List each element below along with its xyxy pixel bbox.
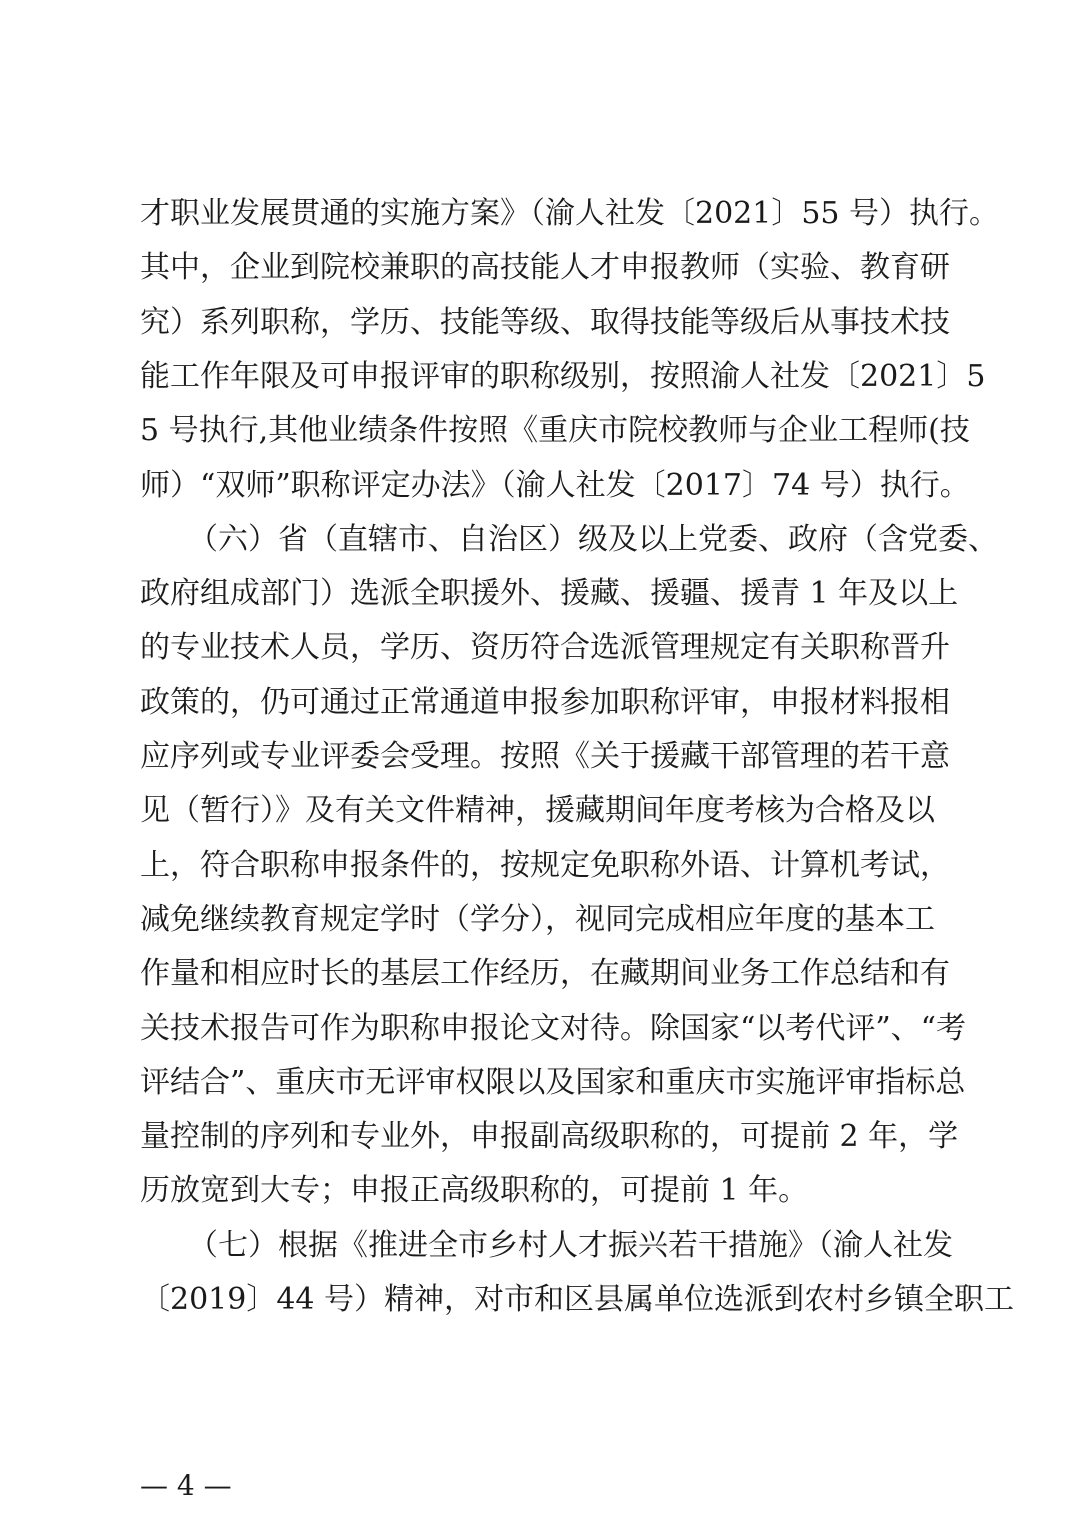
text-line: 师）“双师”职称评定办法》（渝人社发〔2017〕74 号）执行。 bbox=[140, 467, 970, 503]
text-line: 究）系列职称，学历、技能等级、取得技能等级后从事技术技 bbox=[140, 304, 950, 340]
text-line: 上，符合职称申报条件的，按规定免职称外语、计算机考试， bbox=[140, 847, 950, 883]
text-line: 其中，企业到院校兼职的高技能人才申报教师（实验、教育研 bbox=[140, 250, 950, 286]
text-line: 作量和相应时长的基层工作经历，在藏期间业务工作总结和有 bbox=[140, 956, 950, 992]
text-line: 见（暂行）》及有关文件精神，援藏期间年度考核为合格及以 bbox=[140, 793, 935, 829]
text-line: 才职业发展贯通的实施方案》（渝人社发〔2021〕55 号）执行。 bbox=[140, 196, 1000, 231]
text-line: 历放宽到大专；申报正高级职称的，可提前 1 年。 bbox=[140, 1173, 809, 1209]
text-line: （六）省（直辖市、自治区）级及以上党委、政府（含党委、 bbox=[188, 521, 998, 557]
text-line: （七）根据《推进全市乡村人才振兴若干措施》（渝人社发 bbox=[188, 1227, 953, 1263]
text-line: 减免继续教育规定学时（学分），视同完成相应年度的基本工 bbox=[140, 901, 935, 937]
page-number: — 4 — bbox=[140, 1469, 232, 1502]
text-line: 政府组成部门）选派全职援外、援藏、援疆、援青 1 年及以上 bbox=[140, 576, 959, 612]
text-line: 5 号执行,其他业绩条件按照《重庆市院校教师与企业工程师(技 bbox=[140, 413, 970, 449]
text-line: 的专业技术人员，学历、资历符合选派管理规定有关职称晋升 bbox=[140, 630, 950, 666]
text-line: 应序列或专业评委会受理。按照《关于援藏干部管理的若干意 bbox=[140, 739, 950, 774]
text-line: 政策的，仍可通过正常通道申报参加职称评审，申报材料报相 bbox=[140, 684, 950, 720]
text-line: 量控制的序列和专业外，申报副高级职称的，可提前 2 年，学 bbox=[140, 1119, 959, 1155]
text-line: 能工作年限及可申报评审的职称级别，按照渝人社发〔2021〕5 bbox=[140, 358, 986, 394]
text-line: 评结合”、重庆市无评审权限以及国家和重庆市实施评审指标总 bbox=[140, 1064, 966, 1100]
text-line: 关技术报告可作为职称申报论文对待。除国家“以考代评”、“考 bbox=[140, 1010, 967, 1046]
text-line: 〔2019〕44 号）精神，对市和区县属单位选派到农村乡镇全职工 bbox=[140, 1282, 1015, 1317]
